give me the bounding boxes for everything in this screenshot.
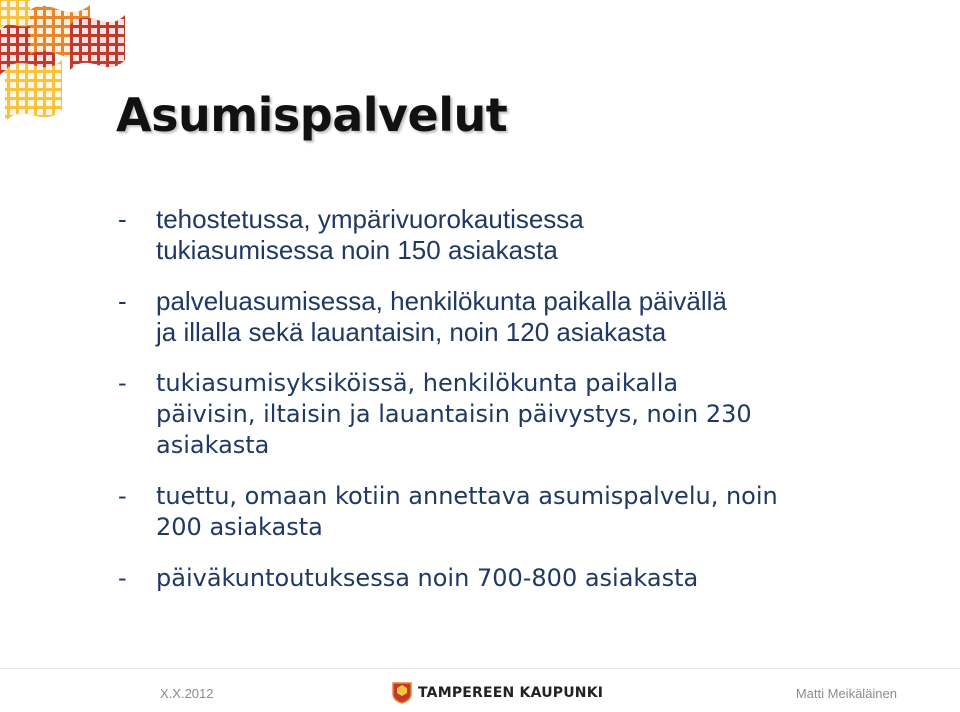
bullet-dash: - bbox=[118, 564, 127, 592]
slide-title: Asumispalvelut bbox=[116, 88, 508, 142]
footer-divider bbox=[0, 668, 960, 669]
list-item bbox=[118, 204, 918, 266]
brand-name: TAMPEREEN KAUPUNKI bbox=[418, 685, 604, 701]
bullet-list bbox=[118, 204, 918, 614]
footer-author: Matti Meikäläinen bbox=[795, 686, 897, 701]
bullet-dash: - bbox=[118, 369, 127, 397]
bullet-line: 200 asiakasta bbox=[156, 513, 323, 541]
decorative-pattern-logo bbox=[0, 0, 130, 130]
footer-brand bbox=[392, 682, 603, 704]
city-crest-icon bbox=[392, 682, 412, 704]
footer-date: X.X.2012 bbox=[160, 686, 214, 701]
bullet-line: päiväkuntoutuksessa noin 700-800 asiakasta bbox=[156, 564, 699, 592]
bullet-line: tukiasumisessa noin 150 asiakasta bbox=[156, 235, 558, 265]
bullet-line: päivisin, iltaisin ja lauantaisin päivystys, noin 230 bbox=[156, 400, 752, 428]
list-item bbox=[118, 481, 918, 543]
bullet-line: asiakasta bbox=[156, 431, 270, 459]
bullet-line: palveluasumisessa, henkilökunta paikalla päivällä bbox=[156, 286, 727, 316]
bullet-line: tehostetussa, ympärivuorokautisessa bbox=[156, 204, 584, 234]
bullet-dash: - bbox=[118, 482, 127, 510]
list-item bbox=[118, 286, 918, 348]
list-item bbox=[118, 563, 918, 594]
bullet-dash: - bbox=[118, 286, 127, 316]
bullet-line: ja illalla sekä lauantaisin, noin 120 asiakasta bbox=[156, 317, 667, 347]
bullet-line: tukiasumisyksiköissä, henkilökunta paikalla bbox=[156, 369, 679, 397]
bullet-line: tuettu, omaan kotiin annettava asumispalvelu, noin bbox=[156, 482, 778, 510]
bullet-dash: - bbox=[118, 204, 127, 234]
list-item bbox=[118, 368, 918, 461]
